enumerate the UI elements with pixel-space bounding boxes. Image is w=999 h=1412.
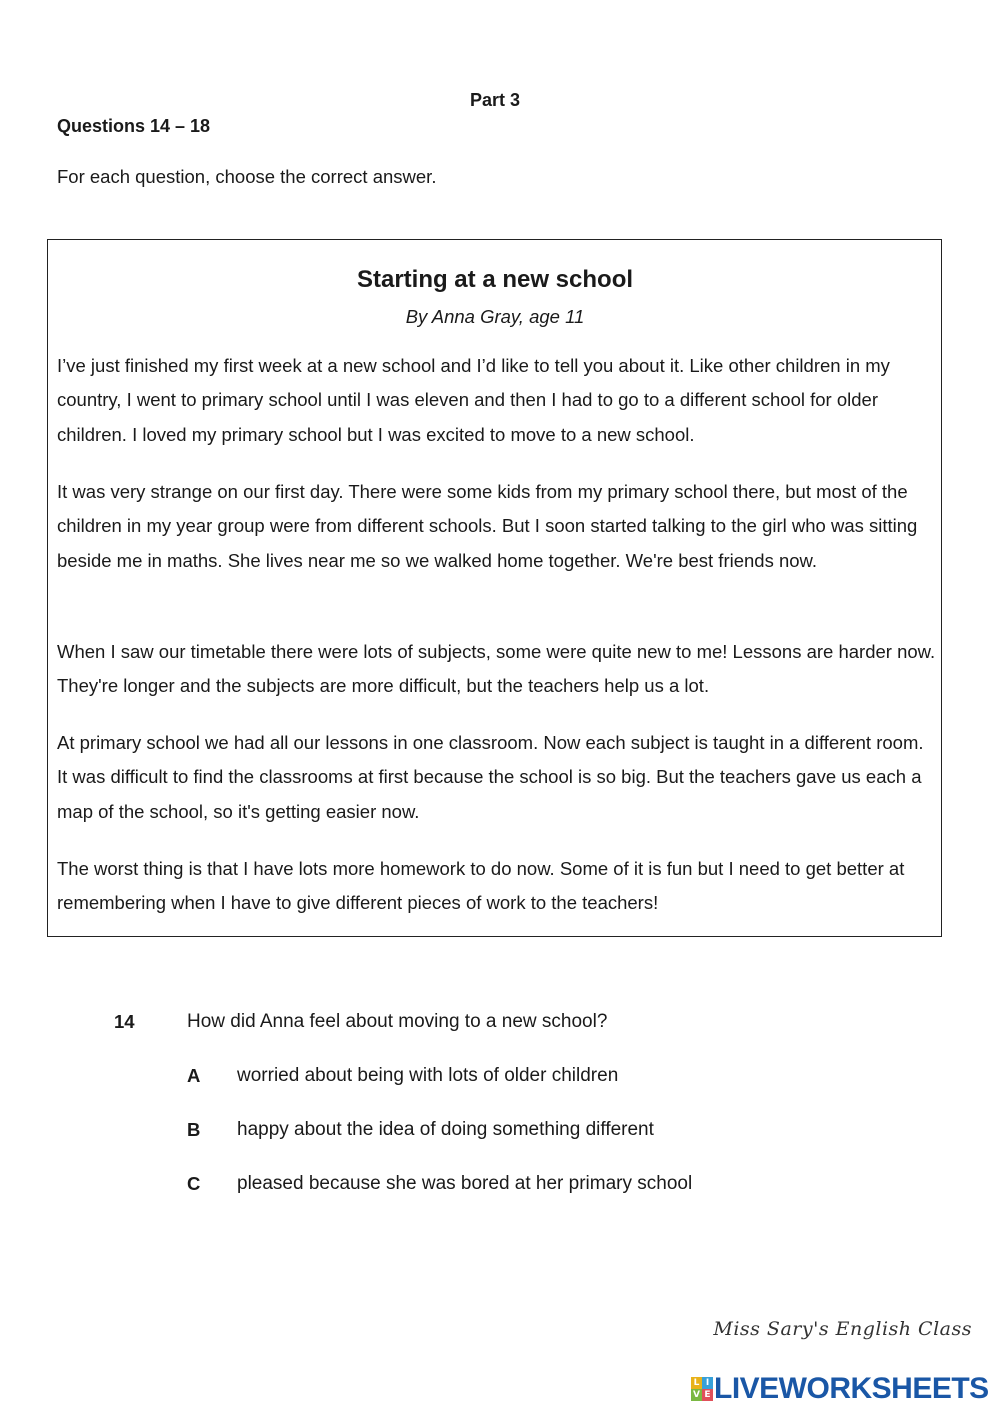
article-paragraph-2: It was very strange on our first day. There were some kids from my primary school there, but most of the children in my year group were from different schools. But I soon started talking to the girl who was sitting beside me in maths. She lives near me so we walked home together. We're best friends now. — [57, 481, 918, 571]
article-paragraph-3: When I saw our timetable there were lots of subjects, some were quite new to me! Lessons are harder now. They're longer and the subjects are more difficult, but the teachers help us a lot. — [57, 641, 936, 697]
article-title: Starting at a new school — [356, 266, 634, 293]
option-letter: B — [187, 1119, 201, 1140]
logo-tile: V — [691, 1389, 702, 1401]
option-letter: C — [187, 1173, 201, 1194]
option-b[interactable] — [187, 1119, 787, 1149]
question-number: 14 — [114, 1011, 135, 1032]
option-a[interactable] — [187, 1065, 787, 1095]
article-paragraph-4: At primary school we had all our lessons in one classroom. Now each subject is taught in a different room. It was difficult to find the classrooms at first because the school is so big. But the teachers gave us each a map of the school, so it's getting easier now. — [57, 732, 924, 822]
article-paragraph-5: The worst thing is that I have lots more homework to do now. Some of it is fun but I need to get better at remembering when I have to give different pieces of work to the teachers! — [57, 858, 905, 914]
option-text: happy about the idea of doing something different — [237, 1119, 654, 1140]
instruction-text: For each question, choose the correct answer. — [57, 166, 437, 187]
article-paragraph-1: I’ve just finished my first week at a new school and I’d like to tell you about it. Like other children in my country, I went to primary school until I was eleven and then I had to go to a different school for older children. I loved my primary school but I was excited to move to a new school. — [57, 355, 890, 445]
author-credit: Miss Sary's English Class — [713, 1318, 972, 1340]
question-text: How did Anna feel about moving to a new school? — [187, 1011, 608, 1032]
article-box — [47, 239, 942, 937]
questions-range: Questions 14 – 18 — [57, 116, 211, 136]
part-title: Part 3 — [469, 90, 521, 110]
liveworksheets-logo-icon — [691, 1377, 713, 1401]
option-letter: A — [187, 1065, 201, 1086]
option-c[interactable] — [187, 1173, 787, 1203]
brand-name: LIVEWORKSHEETS — [714, 1372, 989, 1405]
logo-tile: L — [691, 1377, 702, 1389]
article-byline: By Anna Gray, age 11 — [405, 306, 585, 327]
option-text: worried about being with lots of older children — [237, 1065, 619, 1086]
liveworksheets-brand — [691, 1372, 989, 1406]
option-text: pleased because she was bored at her primary school — [237, 1173, 693, 1194]
logo-tile: E — [702, 1389, 713, 1401]
logo-tile: I — [702, 1377, 713, 1389]
